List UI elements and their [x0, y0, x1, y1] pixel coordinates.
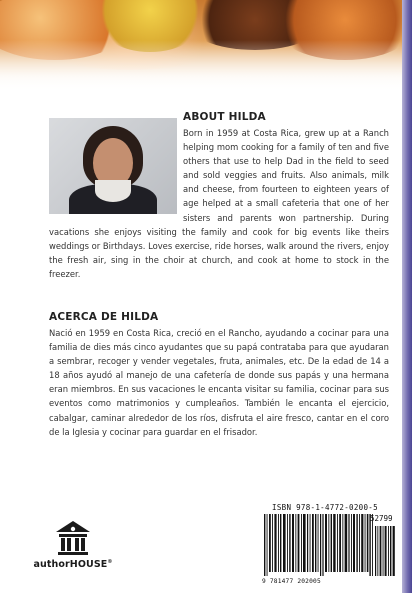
publisher-name: authorHOUSE®	[33, 559, 113, 571]
about-heading: ABOUT HILDA	[183, 111, 266, 123]
about-text-block	[49, 126, 389, 281]
spine-edge	[402, 0, 412, 593]
barcode-number: 9 781477 202005	[262, 578, 321, 585]
publisher-logo	[32, 518, 114, 578]
food-photo-banner	[0, 0, 402, 92]
acerca-text: Nació en 1959 en Costa Rica, creció en el Rancho, ayudando a cocinar para una familia de dies más cinco ayudantes que su papá contrataba para que ayudaran a sembrar, recoger y vender vegetales, fruta, animales, etc. De la edad de 14 a 18 años ayudó al manejo de una cafetería de donde sus papás y una hermana eran miembros. En sus vacaciones le encanta visitar su familia, cocinar para sus eventos como matrimonios y cumpleaños. También le encanta el ejercicio, cabalgar, caminar alrededor de los ríos, disfruta el aire fresco, cantar en el coro de la Iglesia y cocinar para guardar en el frisador.	[49, 328, 389, 437]
acerca-heading: ACERCA DE HILDA	[49, 311, 159, 323]
isbn-label: ISBN 978-1-4772-0200-5	[272, 503, 378, 512]
about-text: Born in 1959 at Costa Rica, grew up at a Ranch helping mom cooking for a family of ten and five others that use to help Dad in the field to seed and sold veggies and fruits. Also animals, milk and cheese, from fourteen to eighteen years of age helped at a small cafeteria that one of her sisters and parents won partnership. During vacations she enjoys visiting the family and cook for big events like theirs weddings or Birthdays. Loves exercise, ride horses, walk around the rivers, enjoy the fresh air, sing in the choir at church, and cook at home to stock in the freezer.	[49, 128, 389, 279]
authorhouse-logo-icon	[54, 518, 92, 556]
price-code: 52799	[370, 514, 393, 523]
